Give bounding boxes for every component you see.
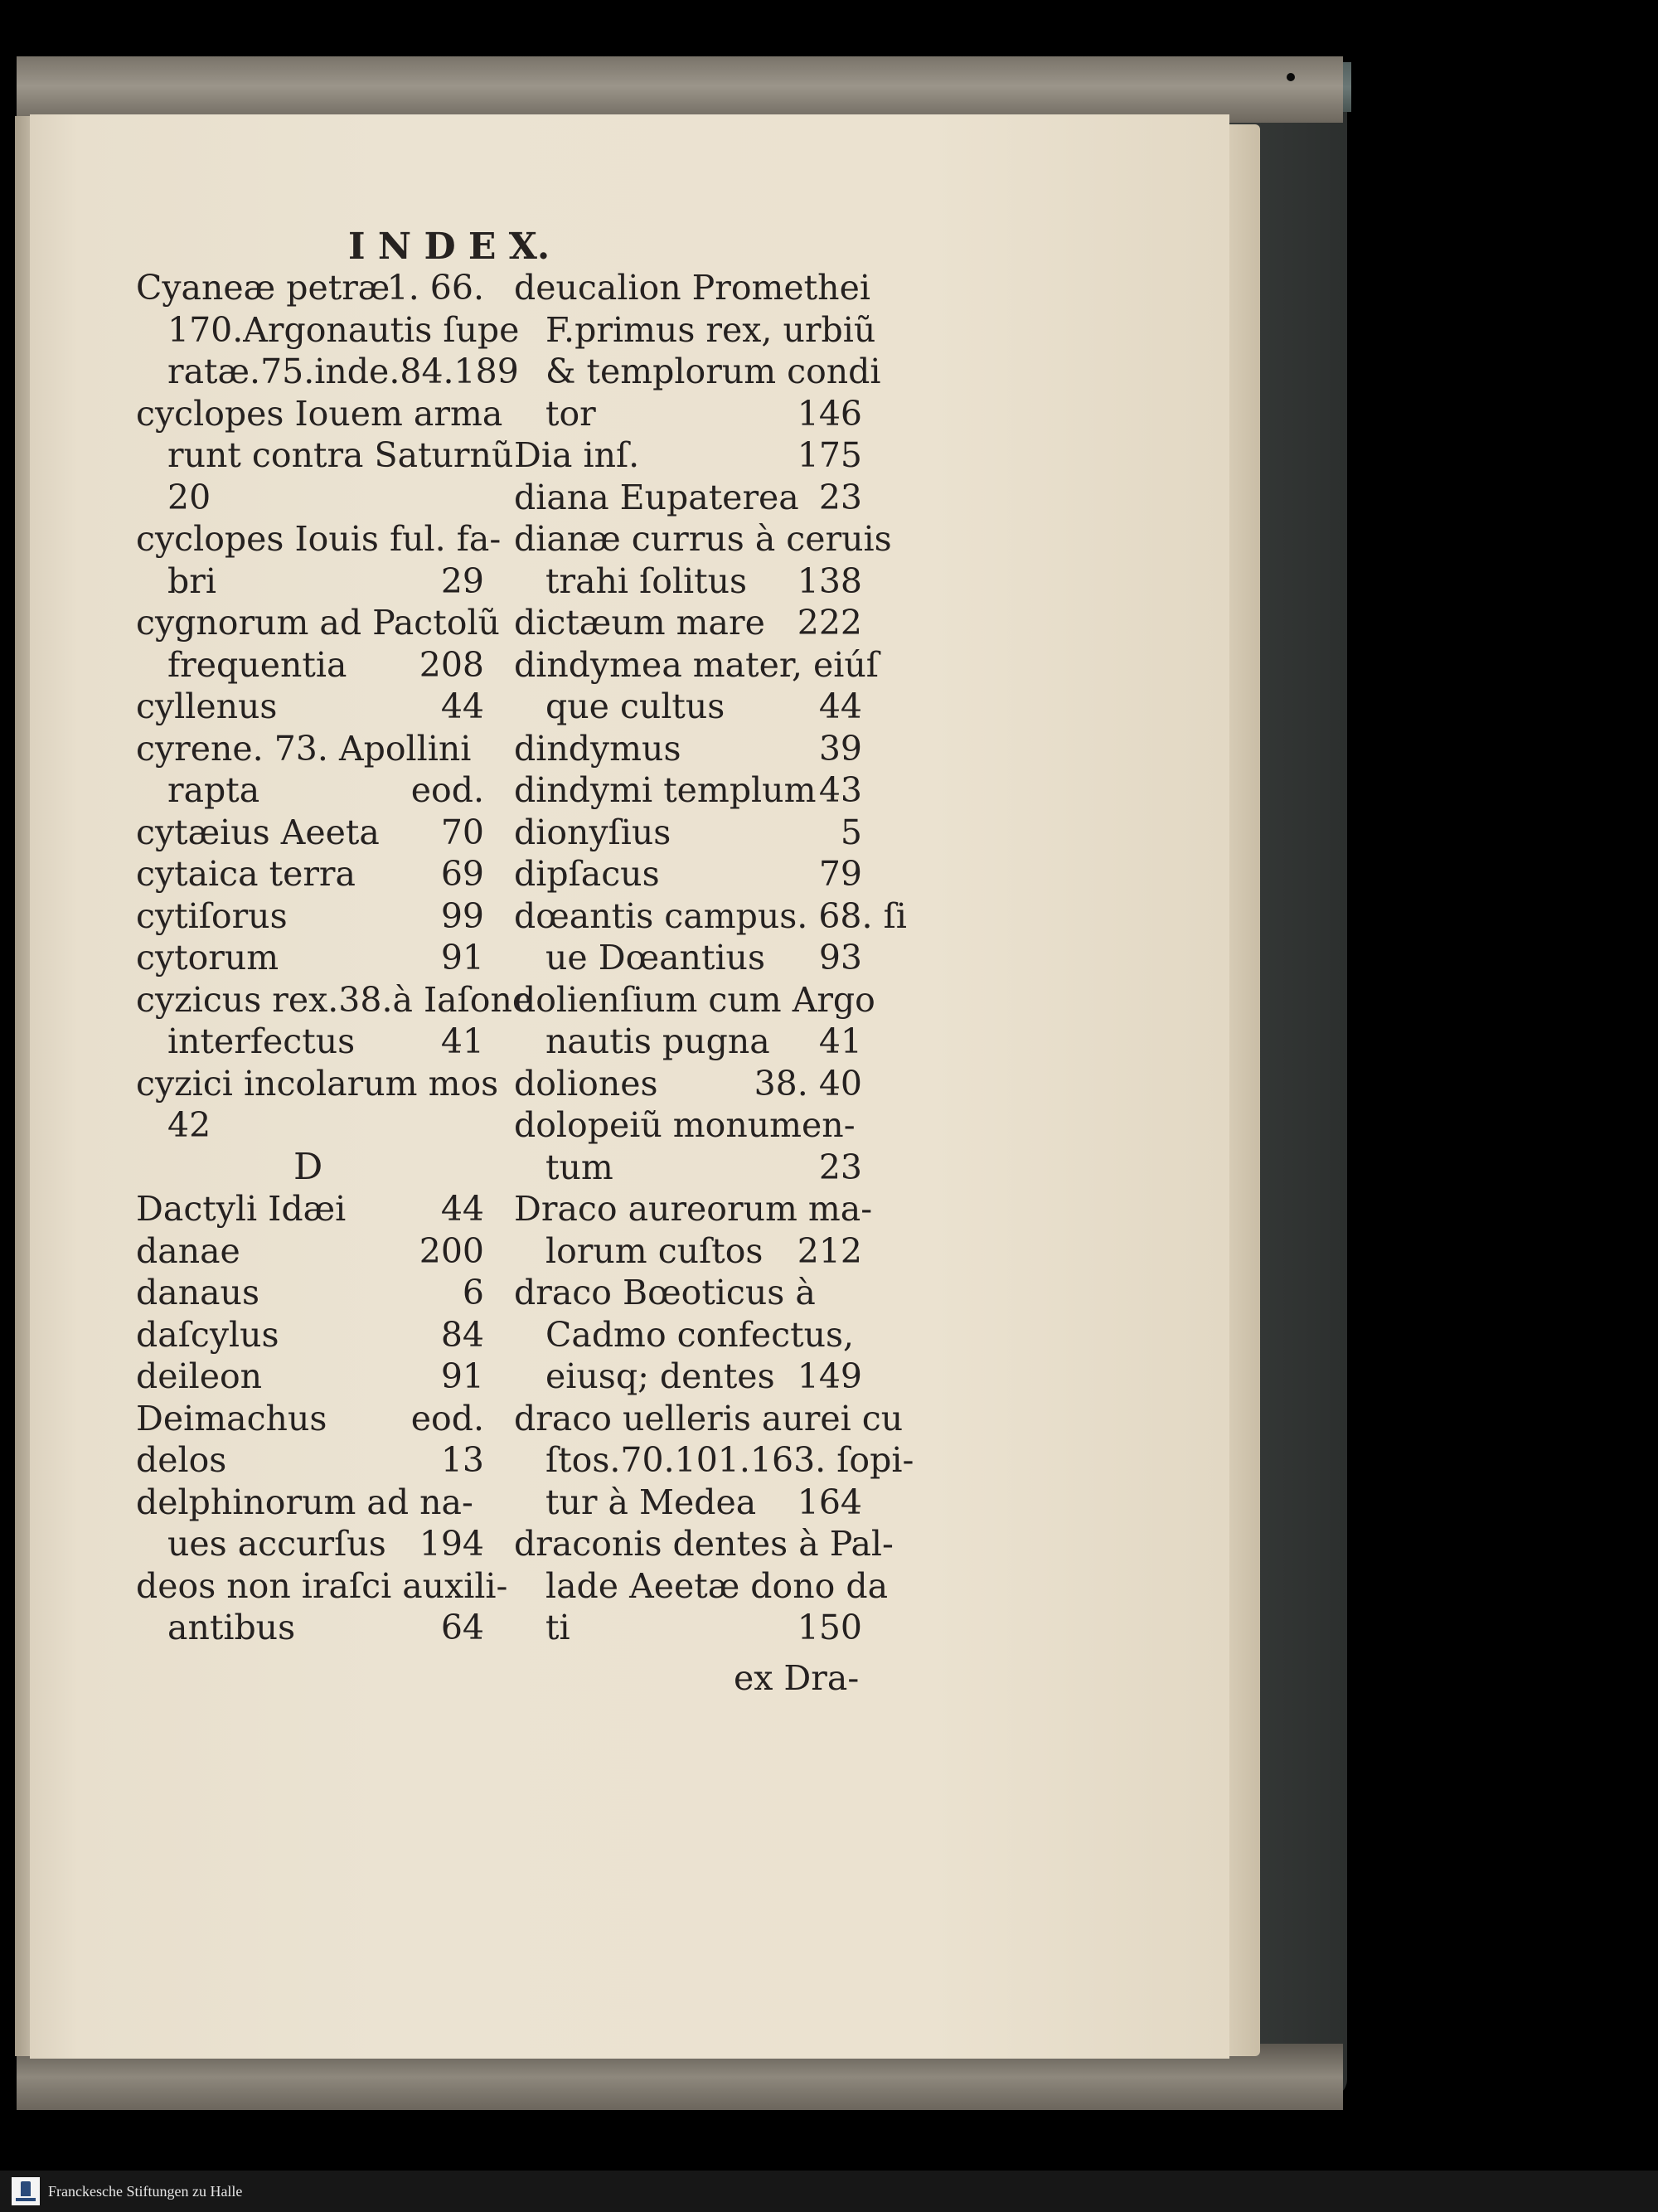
entry-text: cyclopes Iouis ful. fa- [136,519,502,559]
entry-text: Draco aureorum ma- [514,1189,873,1229]
entry-page-ref: 84 [440,1314,484,1355]
entry-text: dianæ currus à ceruis [514,519,892,559]
entry-text: tur à Medea [545,1482,757,1522]
entry-text: 20 [167,477,211,517]
catchword: ex Dra- [734,1658,860,1698]
entry-page-ref: 64 [440,1608,484,1647]
index-entry-line [514,518,892,560]
running-header: I N D E X. [348,226,550,268]
entry-text: cytaica terra [136,854,356,894]
entry-text: delphinorum ad na- [136,1482,473,1522]
entry-page-ref: 1. 66. [386,268,484,308]
entry-page-ref: 200 [419,1230,484,1271]
index-entry-line [136,560,484,603]
entry-page-ref: 29 [440,560,484,601]
index-entry-line [514,1188,873,1230]
entry-page-ref: 146 [797,393,862,434]
entry-text: que cultus [545,686,725,726]
entry-page-ref: 41 [818,1021,862,1061]
entry-text: cyclopes Iouem arma [136,393,503,434]
entry-text: draco uelleris aurei cu [514,1398,904,1438]
entry-text: dindymea mater, eiúſ [514,644,879,685]
index-entry-line [136,1398,484,1440]
entry-page-ref: 91 [440,1356,484,1396]
index-entry-line [514,434,862,477]
entry-text: antibus [167,1608,296,1647]
index-entry-line [136,602,500,644]
entry-page-ref: 38. 40 [754,1063,862,1104]
franckesche-logo-icon [12,2177,40,2205]
index-entry-line [136,1523,484,1565]
entry-text: lorum cuſtos [545,1230,764,1271]
index-entry-line [136,1063,499,1105]
entry-text: dipſacus [514,854,660,894]
entry-page-ref: 222 [797,603,862,643]
entry-text: diana Eupaterea [514,477,799,517]
entry-text: & templorum condi [545,352,881,391]
index-entry-line [514,1104,862,1147]
index-entry-line [136,393,503,435]
index-entry-line [514,1272,862,1314]
entry-page-ref: 138 [797,560,862,601]
index-entry-line [136,1314,484,1356]
entry-text: ratæ.75.inde.84.189 [167,352,519,391]
index-entry-line [514,1021,862,1063]
entry-page-ref: 43 [818,770,862,810]
index-entry-line [136,644,484,686]
corner-mark [1287,73,1295,81]
index-entry-line [514,686,862,728]
cover-edge-top [17,56,1343,123]
index-entry-line [136,728,484,770]
index-entry-line [136,853,484,895]
entry-text: deos non iraſci auxili- [136,1565,508,1606]
entry-text: daſcylus [136,1314,279,1355]
entry-text: dionyſius [514,812,671,852]
index-entry-line [514,1523,894,1565]
entry-text: cygnorum ad Pactolũ [136,603,500,643]
index-entry-line [136,1230,484,1273]
entry-page-ref: eod. [410,770,484,810]
entry-text: trahi ſolitus [545,560,748,601]
entry-text: nautis pugna [545,1021,770,1061]
viewer-footer [0,2171,1658,2212]
entry-text: cyzici incolarum mos [136,1063,499,1104]
entry-text: bri [167,560,216,601]
entry-page-ref: 208 [419,644,484,685]
index-entry-line [136,812,484,854]
entry-text: danae [136,1230,240,1271]
index-entry-line [514,1356,862,1398]
index-entry-line [514,644,879,686]
index-entry-line [514,728,862,770]
entry-text: frequentia [167,644,347,685]
index-entry-line [136,351,519,393]
index-entry-line [514,351,881,393]
entry-page-ref: 70 [440,812,484,852]
index-column-right [514,267,914,1649]
entry-page-ref: 164 [797,1482,862,1522]
entry-text: cytiſorus [136,895,288,936]
index-entry-line [136,1356,484,1398]
index-entry-line [514,1398,904,1440]
entry-text: draco Bœoticus à [514,1273,816,1312]
entry-text: 170.Argonautis ſupe [167,309,520,350]
entry-page-ref: 6 [462,1273,484,1312]
entry-page-ref: 194 [419,1524,484,1564]
entry-page-ref: 23 [818,1147,862,1187]
entry-text: F.primus rex, urbiũ [545,309,876,350]
index-entry-line [514,560,862,603]
index-entry-line [514,477,862,519]
index-entry-line [136,1565,508,1608]
entry-text: ues accurſus [167,1524,386,1564]
entry-page-ref: 13 [440,1440,484,1480]
entry-page-ref: 91 [440,938,484,977]
index-entry-line [136,1104,484,1147]
entry-text: cyllenus [136,686,278,726]
entry-page-ref: 41 [440,1021,484,1061]
entry-text: D [293,1145,323,1188]
index-entry-line [136,1272,484,1314]
index-entry-line [514,1607,862,1649]
entry-text: cyrene. 73. Apollini [136,728,472,769]
entry-text: danaus [136,1273,259,1312]
entry-text: cytorum [136,938,279,977]
index-entry-line [514,602,862,644]
index-entry-line [136,434,514,477]
entry-page-ref: 175 [797,435,862,475]
entry-text: tum [545,1147,613,1187]
index-entry-line [136,1607,484,1649]
index-entry-line [514,267,870,309]
index-entry-line [136,937,484,979]
entry-text: dictæum mare [514,603,765,643]
index-entry-line [136,1439,484,1482]
entry-page-ref: 150 [797,1608,862,1647]
index-entry-line [136,1188,484,1230]
entry-page-ref: 149 [797,1356,862,1396]
index-entry-line [136,769,484,812]
index-entry-line [136,979,533,1021]
entry-page-ref: 5 [840,812,862,852]
index-entry-line [514,937,862,979]
entry-text: dindymi templum [514,770,817,810]
entry-page-ref: 44 [440,1189,484,1229]
index-entry-line [514,1230,862,1273]
entry-text: runt contra Saturnũ [167,435,514,475]
entry-page-ref: 79 [818,854,862,894]
entry-text: lade Aeetæ dono da [545,1565,889,1606]
index-entry-line [136,518,502,560]
index-entry-line [514,853,862,895]
entry-text: deileon [136,1356,263,1396]
index-entry-line [514,1147,862,1189]
entry-text: tor [545,393,596,434]
entry-page-ref: 39 [818,728,862,769]
entry-text: Cadmo confectus, [545,1314,855,1355]
entry-text: rapta [167,770,260,810]
index-entry-line [514,393,862,435]
entry-text: dolienſium cum Argo [514,979,875,1020]
entry-text: ue Dœantius [545,938,765,977]
entry-text: Dactyli Idæi [136,1189,347,1229]
entry-page-ref: 99 [440,895,484,936]
entry-text: cyzicus rex.38.à Iaſone [136,979,533,1020]
index-entry-line [514,895,907,938]
index-entry-line [514,979,875,1021]
index-entry-line [514,1439,914,1482]
entry-page-ref: 93 [818,938,862,977]
index-entry-line [514,1565,889,1608]
index-entry-line [136,686,484,728]
section-letter [136,1147,484,1189]
entry-page-ref: 23 [818,477,862,517]
entry-page-ref: eod. [410,1398,484,1438]
entry-text: eiusq; dentes [545,1356,775,1396]
index-column-left [136,267,533,1649]
entry-text: ſtos.70.101.163. ſopi- [545,1440,914,1480]
entry-text: interfectus [167,1021,356,1061]
index-entry-line [136,1482,484,1524]
entry-text: 42 [167,1105,211,1145]
index-entry-line [136,1021,484,1063]
entry-text: draconis dentes à Pal- [514,1524,894,1564]
index-entry-line [514,1482,862,1524]
entry-page-ref: 44 [818,686,862,726]
footer-credit: Franckesche Stiftungen zu Halle [48,2183,243,2200]
entry-page-ref: 44 [440,686,484,726]
index-entry-line [136,895,484,938]
entry-text: Deimachus [136,1398,327,1438]
entry-text: dindymus [514,728,681,769]
entry-page-ref: 69 [440,854,484,894]
index-entry-line [514,812,862,854]
entry-text: Dia inſ. [514,435,640,475]
index-entry-line [136,477,484,519]
entry-text: deucalion Promethei [514,268,870,308]
entry-text: dœantis campus. 68. ſi [514,895,907,936]
entry-page-ref: 212 [797,1230,862,1271]
index-entry-line [136,267,484,309]
index-entry-line [514,1063,862,1105]
index-entry-line [514,769,862,812]
index-entry-line [136,309,520,352]
entry-text: cytæius Aeeta [136,812,380,852]
entry-text: doliones [514,1063,658,1104]
entry-text: ti [545,1608,570,1647]
entry-text: dolopeiũ monumen- [514,1105,856,1145]
index-entry-line [514,1314,862,1356]
entry-text: delos [136,1440,227,1480]
index-entry-line [514,309,876,352]
entry-text: Cyaneæ petræ [136,268,390,308]
